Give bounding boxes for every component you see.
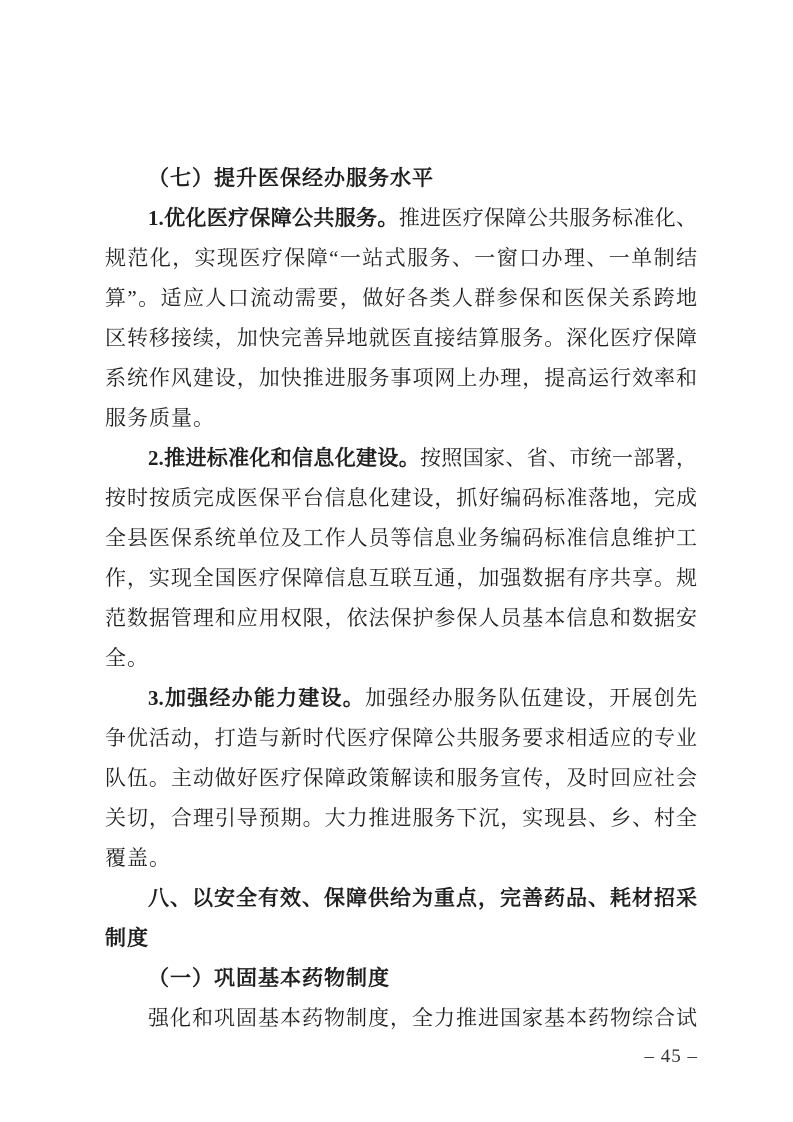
paragraph-4-line-1 [105,998,697,1038]
item-2-title: 2.推进标准化和信息化建设。 [148,446,421,470]
paragraph-1-line-1 [105,198,697,238]
paragraph-3-line-1 [105,678,697,718]
body-text: 服务质量。 [105,406,215,430]
body-text: 强化和巩固基本药物制度，全力推进国家基本药物综合试 [148,1006,697,1030]
paragraph-2-line-5 [105,598,697,638]
paragraph-1-line-3 [105,278,697,318]
page-number: – 45 – [644,1046,698,1067]
body-text: 系统作风建设，加快推进服务事项网上办理，提高运行效率和 [105,366,697,390]
item-1-title: 1.优化医疗保障公共服务。 [148,206,399,230]
paragraph-3-line-3 [105,758,697,798]
paragraph-1-line-4 [105,318,697,358]
section-heading-8-line-2 [105,918,697,958]
paragraph-2-line-2 [105,478,697,518]
section-heading-8-text-cont: 制度 [105,927,149,950]
section-heading-7-text: （七）提升医保经办服务水平 [148,166,434,190]
body-text: 全县医保系统单位及工作人员等信息业务编码标准信息维护工 [105,526,697,550]
body-text: 关切，合理引导预期。大力推进服务下沉，实现县、乡、村全 [105,806,697,830]
body-text: 按照国家、省、市统一部署， [420,446,698,470]
paragraph-1-line-5 [105,358,697,398]
section-heading-7 [105,158,697,198]
body-text: 算”。适应人口流动需要，做好各类人群参保和医保关系跨地 [105,286,697,310]
paragraph-2-line-4 [105,558,697,598]
body-text: 规范化，实现医疗保障“一站式服务、一窗口办理、一单制结 [105,246,697,270]
body-text: 范数据管理和应用权限，依法保护参保人员基本信息和数据安 [105,606,697,630]
body-text: 争优活动，打造与新时代医疗保障公共服务要求相适应的专业 [105,726,697,750]
body-text: 推进医疗保障公共服务标准化、 [398,206,698,230]
paragraph-3-line-5 [105,838,697,878]
body-text: 作，实现全国医疗保障信息互联互通，加强数据有序共享。规 [105,566,697,590]
paragraph-1-line-2 [105,238,697,278]
subsection-heading-1-text: （一）巩固基本药物制度 [148,966,390,990]
subsection-heading-1 [105,958,697,998]
body-text: 全。 [105,646,149,670]
paragraph-2-line-1 [105,438,697,478]
document-text-block [105,158,697,1038]
body-text: 覆盖。 [105,846,171,870]
paragraph-2-line-6 [105,638,697,678]
section-heading-8-text: 八、以安全有效、保障供给为重点，完善药品、耗材招采 [148,887,697,910]
body-text: 加强经办服务队伍建设，开展创先 [364,686,697,710]
paragraph-2-line-3 [105,518,697,558]
paragraph-3-line-4 [105,798,697,838]
body-text: 区转移接续，加快完善异地就医直接结算服务。深化医疗保障 [105,326,697,350]
body-text: 队伍。主动做好医疗保障政策解读和服务宣传，及时回应社会 [105,766,697,790]
paragraph-1-line-6 [105,398,697,438]
section-heading-8-line-1 [105,878,697,918]
paragraph-3-line-2 [105,718,697,758]
body-text: 按时按质完成医保平台信息化建设，抓好编码标准落地，完成 [105,486,697,510]
item-3-title: 3.加强经办能力建设。 [148,686,365,710]
